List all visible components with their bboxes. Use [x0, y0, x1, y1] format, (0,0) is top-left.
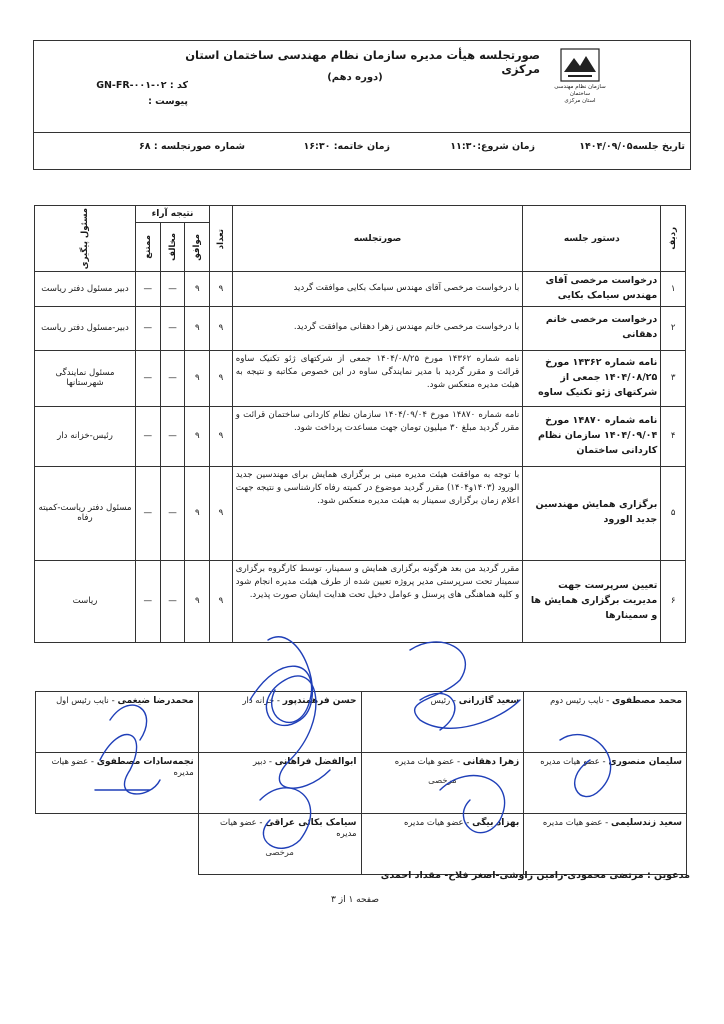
row-oppose: — [160, 560, 185, 642]
table-row [35, 466, 686, 560]
row-abstain: — [135, 466, 160, 560]
row-agenda: درخواست مرخصی آقای مهندس سیامک بکایی [523, 272, 661, 306]
row-oppose: — [160, 406, 185, 466]
signer-status: مرخصی [265, 847, 294, 857]
signer-name: سعید گازرانی [458, 696, 520, 706]
signer-name: زهرا دهقانی [462, 757, 520, 767]
row-count: ۹ [210, 560, 233, 642]
org-name-line1: سازمان نظام مهندسی ساختمان [554, 84, 606, 98]
header-abstain [135, 222, 160, 272]
row-abstain: — [135, 406, 160, 466]
signature-cell: محمدرضا ضیغمی - نایب رئیس اول [36, 692, 199, 753]
header-count-text: تعداد [215, 228, 226, 249]
header-divider [33, 132, 691, 133]
row-number: ۲ [661, 306, 686, 350]
signer-role: نایب رئیس اول [56, 695, 109, 705]
row-number: ۴ [661, 406, 686, 466]
signer-name: حسن فرهمندپور [282, 696, 357, 706]
row-oppose: — [160, 350, 185, 406]
row-responsible: مسئول نمایندگی شهرستانها [35, 350, 136, 406]
signature-cell: حسن فرهمندپور - خزانه دار [198, 692, 361, 753]
row-agree: ۹ [185, 306, 210, 350]
meeting-date: تاریخ جلسه۱۴۰۴/۰۹/۰۵ [579, 141, 685, 152]
row-number: ۳ [661, 350, 686, 406]
header-count [210, 206, 233, 272]
row-agenda: برگزاری همایش مهندسین جدید الورود [523, 466, 661, 560]
signature-row [36, 753, 687, 814]
row-minutes: با درخواست مرخصی خانم مهندس زهرا دهقانی موافقت گردید. [232, 306, 522, 350]
header-row-number [661, 206, 686, 272]
signer-status: مرخصی [428, 775, 457, 785]
row-agree: ۹ [185, 272, 210, 306]
row-abstain: — [135, 272, 160, 306]
row-oppose: — [160, 306, 185, 350]
signature-table [35, 691, 687, 875]
signer-role: خزانه دار [242, 695, 275, 705]
row-responsible: رئیس-خزانه دار [35, 406, 136, 466]
signer-role: رئیس [430, 695, 451, 705]
row-agenda: نامه شماره ۱۴۸۷۰ مورخ ۱۴۰۴/۰۹/۰۴ سازمان نظام کاردانی ساختمان [523, 406, 661, 466]
attachment-label: پیوست : [148, 96, 188, 107]
table-header-row [35, 206, 686, 223]
signer-name: نجمه‌سادات مصطفوی [96, 757, 194, 767]
header-followup-text: مسئول پیگیری [80, 208, 90, 270]
signer-role: نایب رئیس دوم [550, 695, 604, 705]
row-minutes: با درخواست مرخصی آقای مهندس سیامک بکایی موافقت گردید [232, 272, 522, 306]
signer-role: عضو هیات مدیره [394, 756, 455, 766]
header-row-number-text: ردیف [668, 227, 679, 250]
row-count: ۹ [210, 350, 233, 406]
row-agree: ۹ [185, 560, 210, 642]
signature-cell: ابوالفضل فراهانی - دبیر [198, 753, 361, 814]
row-agenda: نامه شماره ۱۴۳۶۲ مورخ ۱۴۰۴/۰۸/۲۵ جمعی از شرکتهای ژئو تکنیک ساوه [523, 350, 661, 406]
header-abstain-text: ممتنع [142, 235, 153, 259]
table-row [35, 350, 686, 406]
signer-role: عضو هیات مدیره [220, 817, 357, 838]
row-count: ۹ [210, 466, 233, 560]
row-agree: ۹ [185, 406, 210, 466]
signature-cell: سیامک بکائی عراقی - عضو هیات مدیره مرخصی [198, 814, 361, 875]
header-agenda: دستور جلسه [523, 206, 661, 272]
minute-number: شماره صورتجلسه : ۶۸ [138, 141, 245, 152]
invitees: مدعوین : مرتضی محمودی-رامین زاوشی-اصغر فلاح- مقداد احمدی [380, 870, 690, 881]
row-agree: ۹ [185, 350, 210, 406]
signer-name: سعید زندسلیمی [610, 818, 682, 828]
table-row [35, 272, 686, 306]
signer-name: محمدرضا ضیغمی [117, 696, 194, 706]
header-minutes: صورتجلسه [232, 206, 522, 272]
end-time: زمان خاتمه: ۱۶:۳۰ [303, 141, 390, 152]
row-oppose: — [160, 272, 185, 306]
row-count: ۹ [210, 272, 233, 306]
logo-caption [548, 84, 612, 105]
row-count: ۹ [210, 306, 233, 350]
signature-cell: محمد مصطفوی - نایب رئیس دوم [524, 692, 687, 753]
header-oppose [160, 222, 185, 272]
row-responsible: دبیر مسئول دفتر ریاست [35, 272, 136, 306]
row-number: ۱ [661, 272, 686, 306]
page-subtitle: (دوره دهم) [327, 72, 383, 83]
signature-cell: سعید زندسلیمی - عضو هیات مدیره [524, 814, 687, 875]
signature-cell: سلیمان منصوری - عضو هیات مدیره [524, 753, 687, 814]
signature-row [36, 814, 687, 875]
signer-role: عضو هیات مدیره [540, 756, 600, 766]
signature-cell-empty [36, 814, 199, 875]
row-minutes: نامه شماره ۱۴۸۷۰ مورخ ۱۴۰۴/۰۹/۰۴ سازمان نظام کاردانی ساختمان قرائت و مقرر گردید مبلغ ۳۰ میلیون تومان جهت مساعدت پرداخت شود. [232, 406, 522, 466]
row-abstain: — [135, 560, 160, 642]
signer-name: سلیمان منصوری [608, 757, 682, 767]
row-agenda: درخواست مرخصی خانم دهقانی [523, 306, 661, 350]
signer-role: عضو هیات مدیره [404, 817, 464, 827]
form-code-label: کد : [169, 80, 188, 91]
signer-name: سیامک بکائی عراقی [265, 818, 357, 828]
start-time: زمان شروع:۱۱:۳۰ [450, 141, 535, 152]
signer-role: عضو هیات مدیره [51, 756, 194, 777]
table-row [35, 406, 686, 466]
page-title: صورتجلسه هیأت مدیره سازمان نظام مهندسی ساختمان استان مرکزی [185, 48, 540, 76]
logo-icon [560, 48, 600, 82]
row-number: ۶ [661, 560, 686, 642]
row-oppose: — [160, 466, 185, 560]
signer-role: عضو هیات مدیره [542, 817, 603, 827]
row-minutes: با توجه به موافقت هیئت مدیره مبنی بر برگزاری همایش برای مهندسین جدید الورود (۱۴۰۳و۱۴۰۴) مقرر گردید موضوع در کمیته رفاه کارشناسی و نتیجه جهت اعلام زمان برگزاری سمینار به هیئت مدیره منعکس شود. [232, 466, 522, 560]
form-code-value: GN-FR-۰۰۱-۰۲ [96, 80, 167, 91]
header-agree-text: موافق [192, 233, 203, 261]
header-result: نتیجه آراء [135, 206, 209, 223]
form-code [48, 80, 188, 91]
row-minutes: مقرر گردید من بعد هرگونه برگزاری همایش و سمینار، توسط کارگروه برگزاری سمینار تحت سرپرستی مدیر پروژه تعیین شده از طرف هیئت مدیره انجام شود و کلیه هماهنگی های پرسنل و عوامل دخیل تحت هدایت ایشان صورت پذیرد. [232, 560, 522, 642]
header-agree [185, 222, 210, 272]
row-number: ۵ [661, 466, 686, 560]
header-oppose-text: مخالف [167, 232, 178, 261]
signature-cell: سعید گازرانی - رئیس [361, 692, 524, 753]
signature-cell: نجمه‌سادات مصطفوی - عضو هیات مدیره [36, 753, 199, 814]
table-row [35, 560, 686, 642]
page-number: صفحه ۱ از ۳ [331, 895, 379, 905]
resolutions-table [34, 205, 686, 643]
row-responsible: دبیر-مسئول دفتر ریاست [35, 306, 136, 350]
signer-name: بهزاد بیگی [472, 818, 520, 828]
row-responsible: مسئول دفتر ریاست-کمیته رفاه [35, 466, 136, 560]
signer-name: ابوالفضل فراهانی [274, 757, 357, 767]
signature-cell: زهرا دهقانی - عضو هیات مدیره مرخصی [361, 753, 524, 814]
row-count: ۹ [210, 406, 233, 466]
signature-cell: بهزاد بیگی - عضو هیات مدیره [361, 814, 524, 875]
row-agree: ۹ [185, 466, 210, 560]
row-abstain: — [135, 350, 160, 406]
org-name-line2: استان مرکزی [564, 98, 596, 105]
row-abstain: — [135, 306, 160, 350]
row-agenda: تعیین سرپرست جهت مدیریت برگزاری همایش ها و سمینارها [523, 560, 661, 642]
header-followup [35, 206, 136, 272]
signer-name: محمد مصطفوی [611, 696, 682, 706]
row-minutes: نامه شماره ۱۴۳۶۲ مورخ ۱۴۰۴/۰۸/۲۵ جمعی از شرکتهای ژئو تکنیک ساوه قرائت و مقرر گردید با مدیر نمایندگی ساوه در این خصوص مکاتبه و نتیجه به هیئت مدیره منعکس شود. [232, 350, 522, 406]
table-row [35, 306, 686, 350]
signature-row [36, 692, 687, 753]
row-responsible: ریاست [35, 560, 136, 642]
signer-role: دبیر [252, 756, 267, 766]
